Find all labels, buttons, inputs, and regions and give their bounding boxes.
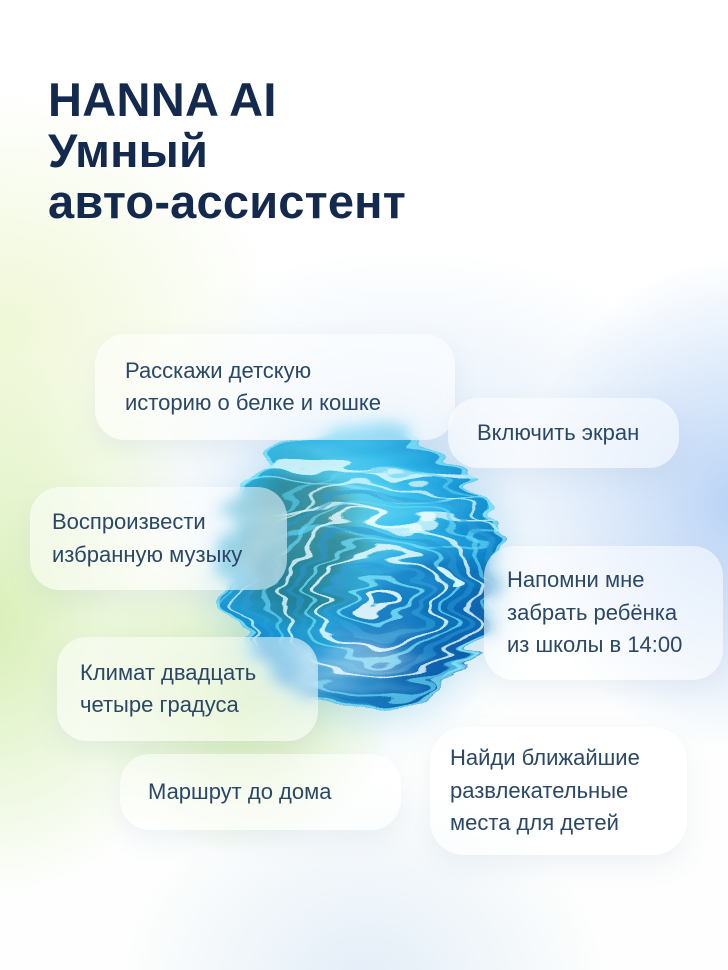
command-bubble-remind-pickup-child: [484, 546, 723, 680]
command-text-line: Воспроизвести: [52, 509, 206, 534]
subtitle-line: Умный: [48, 124, 209, 177]
command-text-line: историю о белке и кошке: [125, 390, 382, 415]
command-text-line: развлекательные: [450, 777, 629, 803]
command-text-line: Маршрут до дома: [148, 778, 332, 804]
command-text-line: забрать ребёнка: [507, 599, 678, 625]
command-text-line: Напомни мне: [507, 567, 645, 593]
command-text-line: Климат двадцать: [80, 659, 257, 685]
command-bubble-climate-24-degrees: [57, 637, 318, 741]
command-text-line: четыре градуса: [80, 692, 239, 717]
brand-title: HANNA AI: [48, 73, 277, 126]
command-text-line: Расскажи детскую: [125, 357, 312, 383]
command-bubble-find-kids-places: [430, 727, 687, 855]
command-text-line: избранную музыку: [52, 541, 243, 567]
command-bubble-tell-kids-story: [95, 334, 455, 440]
command-text-line: места для детей: [450, 810, 619, 836]
command-bubble-route-home: [120, 754, 401, 830]
command-text-line: Включить экран: [477, 419, 640, 445]
command-bubble-play-favorite-music: [30, 487, 287, 590]
command-bubble-turn-on-screen: [448, 398, 679, 468]
command-text-line: Найди ближайшие: [450, 745, 640, 771]
poster-subtitle: [48, 125, 406, 227]
command-text-line: из школы в 14:00: [507, 632, 683, 658]
poster-header: [48, 74, 406, 227]
subtitle-line: авто-ассистент: [48, 175, 406, 228]
